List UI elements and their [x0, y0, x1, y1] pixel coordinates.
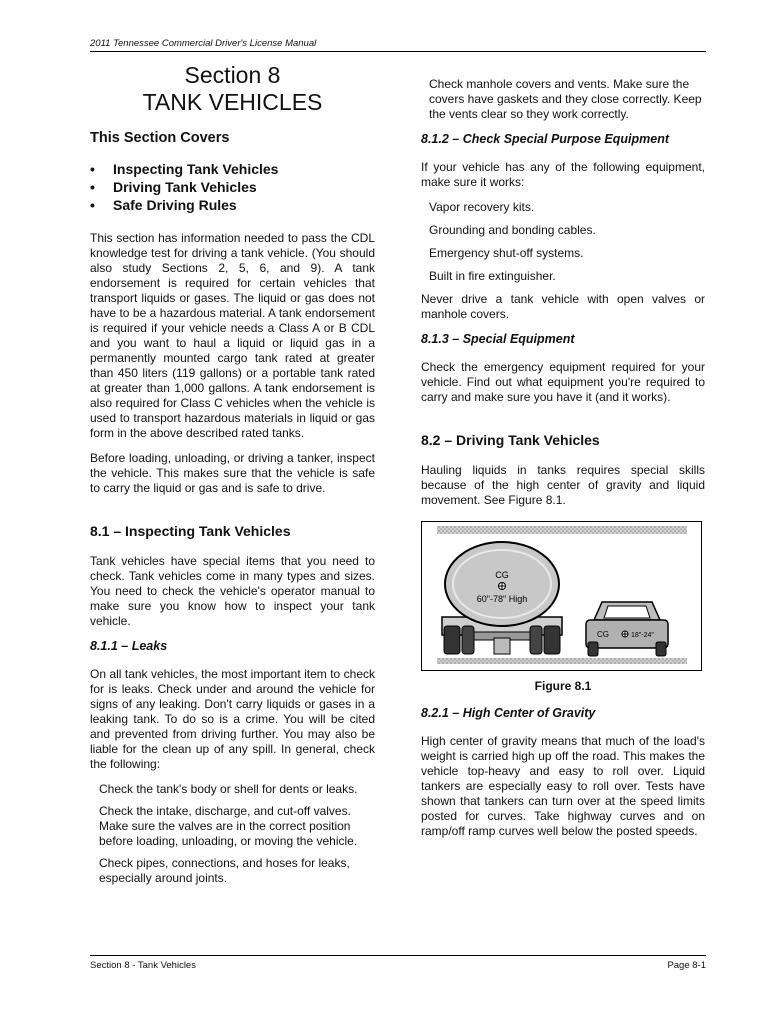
- check-item: Check the tank's body or shell for dents or leaks.: [99, 782, 358, 796]
- heading-8-1-3: 8.1.3 – Special Equipment: [421, 332, 575, 346]
- car-cg-label: CG: [597, 630, 609, 639]
- figure-caption: Figure 8.1: [534, 679, 592, 693]
- paragraph-8-1-3: Check the emergency equipment required for your vehicle. Find out what equipment you're required to carry and make sure you have it (and it works).: [421, 360, 705, 404]
- equipment-item: Built in fire extinguisher.: [429, 269, 556, 283]
- tank-height-label: 60"-78" High: [476, 594, 528, 604]
- covers-item: • Inspecting Tank Vehicles: [90, 160, 375, 178]
- intro-paragraph-2: Before loading, unloading, or driving a tanker, inspect the vehicle. This makes sure that the vehicle is safe to carry the liquid or gas and is safe to drive.: [90, 451, 375, 495]
- footer-section: Section 8 - Tank Vehicles: [90, 960, 196, 971]
- overhead-band: [437, 526, 687, 534]
- equipment-item: Grounding and bonding cables.: [429, 223, 596, 237]
- intro-paragraph: This section has information needed to pass the CDL knowledge test for driving a tank vehicle. (You should also study Sections 2, 5, 6, and 9). A tank endorsement is required for certain vehicles that transport liquids or gases. The liquid or gas does not have to be a hazardous material. A tank endorsement is required if your vehicle needs a Class A or B CDL and you want to haul a liquid or liquid gas in a permanently mounted cargo tank rated at greater than 450 liters (119 gallons) or a portable tank rated at greater than 1,000 gallons. A tank endorsement is also required for Class C vehicles when the vehicle is used to transport hazardous materials in liquid or gas form in the above described rated tanks.: [90, 231, 375, 440]
- paragraph-never: Never drive a tank vehicle with open valves or manhole covers.: [421, 292, 705, 321]
- section-name: TANK VEHICLES: [142, 89, 323, 115]
- manhole-check: Check manhole covers and vents. Make sure the covers have gaskets and they close correctly. Keep the vents clear so they work correctly.: [429, 77, 702, 121]
- paragraph-8-1: Tank vehicles have special items that you need to check. Tank vehicles come in many types and sizes. You need to check the vehicle's operator manual to make sure you know how to inspect your tank vehicle.: [90, 554, 375, 628]
- covers-list: [90, 160, 375, 214]
- covers-heading: This Section Covers: [90, 130, 230, 146]
- paragraph-8-1-2: If your vehicle has any of the following equipment, make sure it works:: [421, 160, 705, 189]
- paragraph-8-2-1: High center of gravity means that much of the load's weight is carried high up off the road. This makes the vehicle top-heavy and easy to roll over. Liquid tankers are especially easy to roll over. Tests have shown that tankers can turn over at the speed limits posted for curves. Take highway curves and on ramp/off ramp curves well below the posted speeds.: [421, 734, 705, 838]
- section-title: [90, 62, 375, 116]
- footer-rule: [90, 955, 706, 956]
- paragraph-8-1-1: On all tank vehicles, the most important item to check for is leaks. Check under and around the vehicle for signs of any leaking. Don't carry liquids or gases in a leaking tank. To do so is a crime. You will be cited and prevented from driving further. You may also be liable for the clean up of any spill. In general, check the following:: [90, 667, 375, 771]
- check-item: Check pipes, connections, and hoses for leaks, especially around joints.: [99, 856, 350, 885]
- heading-8-1-1: 8.1.1 – Leaks: [90, 639, 168, 653]
- tank-cg-label: CG: [495, 570, 509, 580]
- heading-8-1-2: 8.1.2 – Check Special Purpose Equipment: [421, 132, 670, 146]
- heading-8-1: 8.1 – Inspecting Tank Vehicles: [90, 523, 291, 539]
- check-item: Check the intake, discharge, and cut-off valves. Make sure the valves are in the correct position before loading, unloading, or moving the vehicle.: [99, 804, 358, 848]
- left-column: [90, 62, 375, 893]
- passenger-car: [586, 602, 668, 656]
- figure-tank-vs-car: [421, 521, 702, 671]
- tank-cg-marker: [499, 583, 506, 590]
- running-header: 2011 Tennessee Commercial Driver's License Manual: [90, 38, 317, 49]
- footer-page-number: Page 8-1: [667, 960, 706, 971]
- car-height-label: 18"-24": [631, 632, 654, 639]
- right-column: [421, 77, 705, 849]
- equipment-item: Emergency shut-off systems.: [429, 246, 584, 260]
- heading-8-2-1: 8.2.1 – High Center of Gravity: [421, 706, 596, 720]
- equipment-item: Vapor recovery kits.: [429, 200, 535, 214]
- figure-illustration: [422, 522, 701, 670]
- covers-item: • Driving Tank Vehicles: [90, 178, 375, 196]
- road-surface: [437, 658, 687, 664]
- car-cg-marker: [622, 631, 628, 637]
- covers-item: • Safe Driving Rules: [90, 196, 375, 214]
- paragraph-8-2: Hauling liquids in tanks requires special skills because of the high center of gravity and liquid movement. See Figure 8.1.: [421, 463, 705, 507]
- heading-8-2: 8.2 – Driving Tank Vehicles: [421, 432, 600, 448]
- section-number: Section 8: [184, 62, 281, 88]
- header-rule: [90, 51, 706, 52]
